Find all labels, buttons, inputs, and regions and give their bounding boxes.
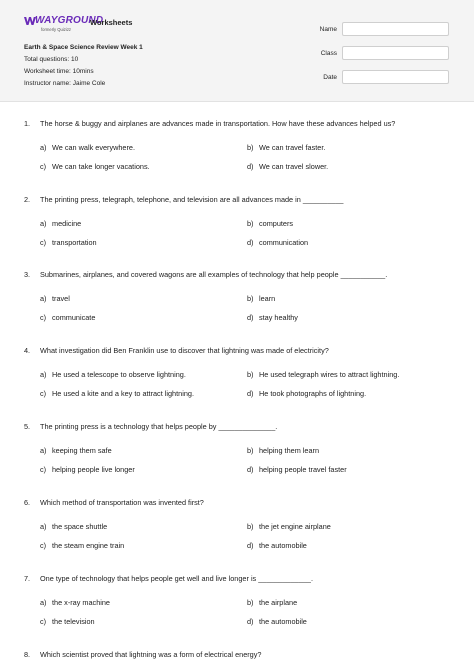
option-letter: b)	[247, 522, 254, 531]
option-text: helping people live longer	[52, 465, 135, 474]
answer-option[interactable]	[247, 313, 298, 322]
question-number: 3.	[24, 270, 31, 279]
option-letter: d)	[247, 162, 254, 171]
answer-option[interactable]	[40, 294, 70, 303]
question-text: What investigation did Ben Franklin use to discover that lightning was made of electricity?	[40, 346, 329, 355]
option-letter: a)	[40, 598, 47, 607]
question-text: One type of technology that helps people get well and live longer is _____________.	[40, 574, 314, 583]
answer-option[interactable]	[40, 389, 194, 398]
answer-option[interactable]	[247, 238, 308, 247]
option-letter: c)	[40, 541, 47, 550]
option-text: He used a telescope to observe lightning.	[52, 370, 186, 379]
option-text: helping people travel faster	[259, 465, 347, 474]
logo-text: WAYGROUND	[35, 15, 104, 26]
question-number: 7.	[24, 574, 31, 583]
answer-option[interactable]	[40, 219, 81, 228]
option-text: the jet engine airplane	[259, 522, 331, 531]
answer-option[interactable]	[247, 617, 307, 626]
option-letter: c)	[40, 162, 47, 171]
option-letter: a)	[40, 370, 47, 379]
question-number: 1.	[24, 119, 31, 128]
date-field[interactable]	[342, 70, 449, 84]
question-text: Which method of transportation was invented first?	[40, 498, 204, 507]
answer-option[interactable]	[40, 617, 95, 626]
option-letter: d)	[247, 238, 254, 247]
answer-option[interactable]	[40, 541, 124, 550]
option-letter: a)	[40, 446, 47, 455]
option-text: We can travel slower.	[259, 162, 329, 171]
answer-option[interactable]	[247, 465, 347, 474]
answer-option[interactable]	[40, 238, 97, 247]
option-letter: c)	[40, 238, 47, 247]
question-number: 2.	[24, 195, 31, 204]
option-text: the space shuttle	[52, 522, 108, 531]
option-text: the x-ray machine	[52, 598, 110, 607]
worksheet-header	[0, 0, 474, 102]
option-text: the airplane	[259, 598, 298, 607]
worksheet-title: Earth & Space Science Review Week 1	[24, 44, 143, 51]
option-letter: a)	[40, 143, 47, 152]
question-number: 5.	[24, 422, 31, 431]
option-text: the steam engine train	[52, 541, 125, 550]
answer-option[interactable]	[40, 143, 135, 152]
option-text: the television	[52, 617, 95, 626]
option-text: He used a kite and a key to attract lightning.	[52, 389, 194, 398]
answer-option[interactable]	[247, 219, 293, 228]
option-text: He took photographs of lightning.	[259, 389, 367, 398]
question-number: 4.	[24, 346, 31, 355]
option-letter: a)	[40, 219, 47, 228]
answer-option[interactable]	[247, 143, 325, 152]
name-label: Name	[319, 26, 337, 33]
answer-option[interactable]	[247, 370, 399, 379]
option-letter: d)	[247, 389, 254, 398]
class-label: Class	[320, 50, 337, 57]
option-letter: c)	[40, 465, 47, 474]
option-text: the automobile	[259, 541, 307, 550]
answer-option[interactable]	[247, 446, 319, 455]
answer-option[interactable]	[40, 313, 95, 322]
option-letter: c)	[40, 389, 47, 398]
option-letter: b)	[247, 294, 254, 303]
question-number: 6.	[24, 498, 31, 507]
answer-option[interactable]	[40, 162, 150, 171]
option-text: medicine	[52, 219, 82, 228]
option-letter: a)	[40, 522, 47, 531]
option-text: travel	[52, 294, 70, 303]
question-text: Submarines, airplanes, and covered wagons are all examples of technology that help people ___________.	[40, 270, 388, 279]
option-letter: c)	[40, 617, 47, 626]
option-text: computers	[259, 219, 294, 228]
option-letter: b)	[247, 446, 254, 455]
option-text: He used telegraph wires to attract lightning.	[259, 370, 400, 379]
option-letter: b)	[247, 219, 254, 228]
question-text: Which scientist proved that lightning was a form of electrical energy?	[40, 650, 262, 659]
worksheet-time: Worksheet time: 10mins	[24, 68, 94, 75]
question-text: The horse & buggy and airplanes are advances made in transportation. How have these advances helped us?	[40, 119, 396, 128]
question-number: 8.	[24, 650, 31, 659]
answer-option[interactable]	[40, 370, 186, 379]
option-letter: b)	[247, 143, 254, 152]
question-text: The printing press is a technology that helps people by ______________.	[40, 422, 278, 431]
answer-option[interactable]	[247, 522, 331, 531]
app-name: Worksheets	[90, 18, 133, 27]
option-text: learn	[259, 294, 276, 303]
option-text: We can travel faster.	[259, 143, 326, 152]
option-text: the automobile	[259, 617, 307, 626]
option-letter: d)	[247, 617, 254, 626]
option-letter: d)	[247, 465, 254, 474]
option-text: communicate	[52, 313, 96, 322]
answer-option[interactable]	[247, 162, 328, 171]
option-text: stay healthy	[259, 313, 298, 322]
option-letter: b)	[247, 598, 254, 607]
option-text: We can take longer vacations.	[52, 162, 150, 171]
answer-option[interactable]	[247, 598, 297, 607]
option-letter: d)	[247, 313, 254, 322]
option-text: keeping them safe	[52, 446, 112, 455]
logo-subtitle: formerly Quizizz	[41, 27, 72, 32]
option-text: communication	[259, 238, 309, 247]
answer-option[interactable]	[247, 294, 275, 303]
answer-option[interactable]	[40, 598, 110, 607]
question-text: The printing press, telegraph, telephone, and television are all advances made in __________	[40, 195, 344, 204]
answer-option[interactable]	[40, 522, 107, 531]
option-letter: a)	[40, 294, 47, 303]
answer-option[interactable]	[247, 541, 307, 550]
option-text: We can walk everywhere.	[52, 143, 136, 152]
answer-option[interactable]	[40, 446, 112, 455]
answer-option[interactable]	[40, 465, 135, 474]
wayground-logo	[24, 15, 104, 37]
date-label: Date	[323, 74, 337, 81]
instructor-name: Instructor name: Jaime Cole	[24, 80, 106, 87]
option-letter: d)	[247, 541, 254, 550]
name-field[interactable]	[342, 22, 449, 36]
option-text: helping them learn	[259, 446, 320, 455]
option-letter: b)	[247, 370, 254, 379]
class-field[interactable]	[342, 46, 449, 60]
option-text: transportation	[52, 238, 97, 247]
option-letter: c)	[40, 313, 47, 322]
total-questions: Total questions: 10	[24, 56, 79, 63]
answer-option[interactable]	[247, 389, 366, 398]
